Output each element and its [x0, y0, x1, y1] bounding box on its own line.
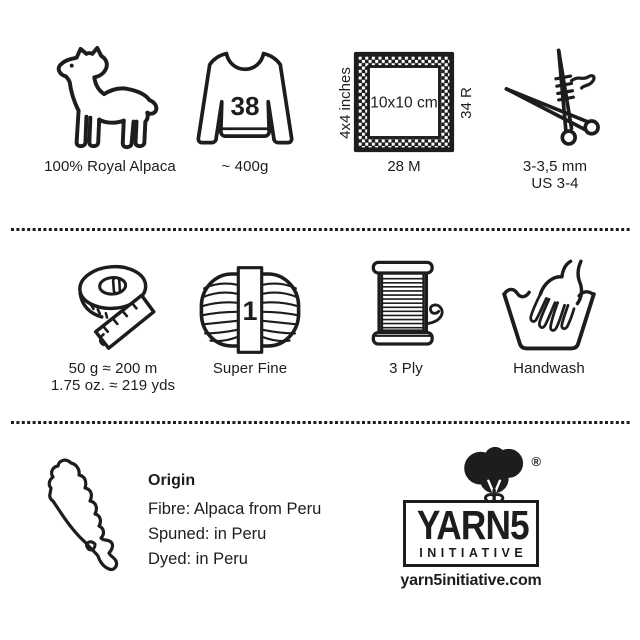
- yarn-weight-label: Super Fine: [212, 360, 288, 377]
- gauge-bottom-label: 28 M: [387, 158, 421, 175]
- gauge-right-label: 34 R: [458, 87, 475, 119]
- needle-spec: [492, 42, 618, 192]
- brand-name: YARN5: [416, 502, 529, 548]
- needle-size-metric: 3-3,5 mm: [522, 158, 588, 175]
- peru-map-icon: [42, 456, 122, 578]
- brand-box: [403, 500, 539, 567]
- measuring-tape-icon: [60, 252, 166, 356]
- care-label: Handwash: [513, 360, 585, 377]
- gauge-left-label: 4x4 inches: [337, 67, 354, 139]
- care-spec: [494, 250, 604, 378]
- weight-length-metric: 50 g ≈ 200 m: [68, 360, 158, 377]
- ply-spec: [350, 250, 462, 378]
- origin-title: Origin: [148, 472, 196, 489]
- gauge-center-label: 10x10 cm: [370, 94, 438, 112]
- divider-line-bottom: [10, 421, 632, 424]
- yarn-weight-spec: [190, 250, 310, 378]
- gauge-spec: [330, 48, 482, 180]
- brand-subtitle: INITIATIVE: [419, 546, 528, 560]
- alpaca-icon: [51, 44, 169, 154]
- yarn-skein-icon: [196, 264, 304, 356]
- yarn-weight-number: 1: [242, 295, 258, 326]
- registered-trademark-symbol: ®: [531, 454, 541, 469]
- cotton-flower-icon: [454, 444, 542, 500]
- origin-dyed-line: Dyed: in Peru: [148, 550, 248, 568]
- origin-fibre-line: Fibre: Alpaca from Peru: [148, 500, 322, 518]
- weight-length-imperial: 1.75 oz. ≈ 219 yds: [50, 376, 176, 394]
- sweater-icon: [193, 44, 297, 154]
- handwash-icon: [499, 258, 599, 356]
- knitting-needles-icon: [500, 44, 610, 154]
- thread-spool-icon: [357, 252, 455, 356]
- weight-length-spec: [28, 250, 198, 394]
- brand-logo: [398, 444, 544, 590]
- gauge-swatch-icon: [352, 50, 456, 154]
- garment-spec: [186, 42, 304, 176]
- garment-weight-label: ~ 400g: [221, 158, 269, 175]
- brand-website: yarn5initiative.com: [400, 572, 542, 589]
- needle-size-us: US 3-4: [531, 174, 579, 192]
- fiber-label: 100% Royal Alpaca: [44, 158, 176, 175]
- fiber-spec: [26, 42, 194, 176]
- ply-label: 3 Ply: [389, 360, 423, 377]
- divider-line-top: [10, 228, 632, 231]
- garment-size-number: 38: [230, 90, 260, 121]
- origin-info: [148, 471, 321, 572]
- origin-spun-line: Spuned: in Peru: [148, 525, 267, 543]
